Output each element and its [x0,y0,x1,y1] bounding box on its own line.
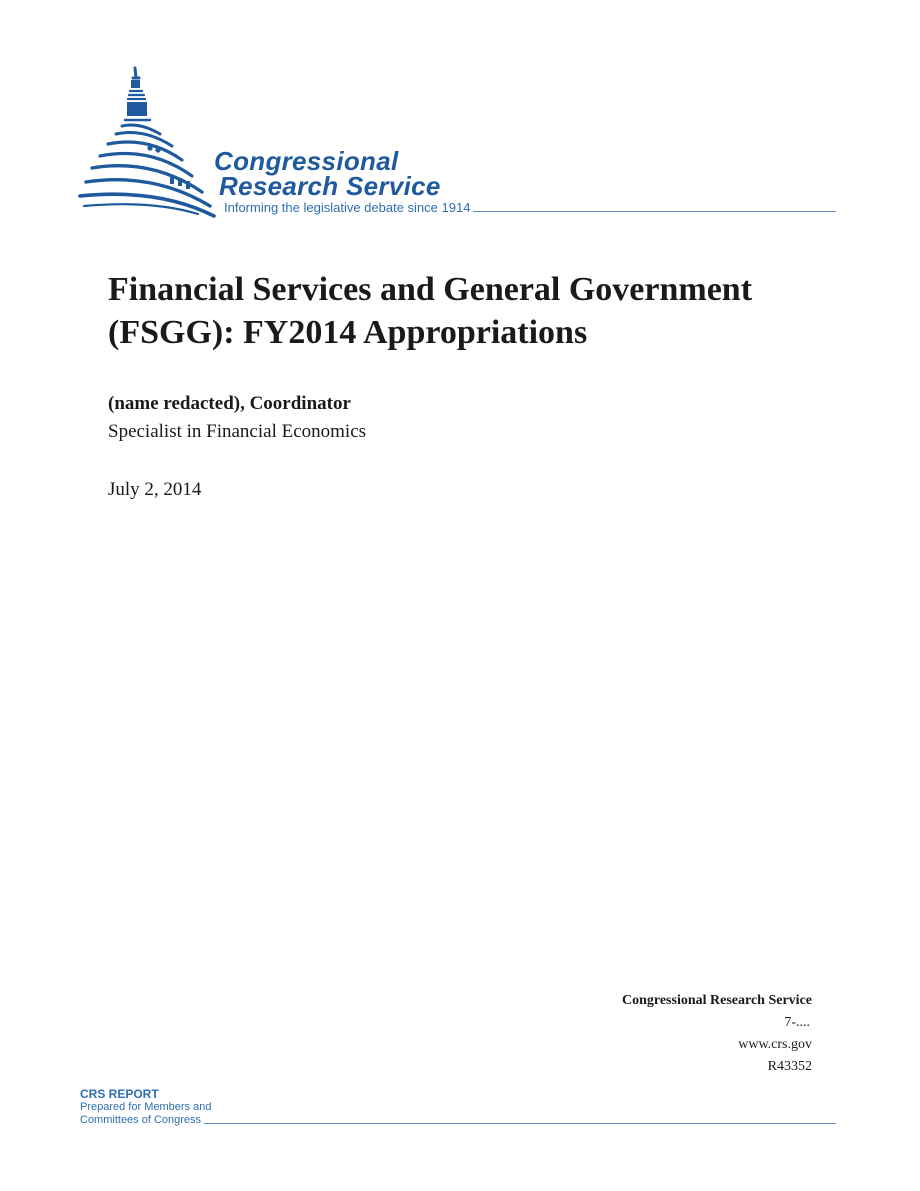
report-title: Financial Services and General Government (FSGG): FY2014 Appropriations [108,271,753,351]
author-title: Specialist in Financial Economics [108,421,367,442]
footer [80,1088,836,1127]
footer-label: CRS REPORT [80,1087,159,1101]
tagline: Informing the legislative debate since 1914 [224,200,471,215]
org-name-line2: Research Service [219,171,441,201]
publisher-code: 7-.... [784,1015,810,1030]
footer-rule [204,1123,836,1124]
org-name-line1: Congressional [214,146,399,176]
footer-line3: Committees of Congress [80,1114,202,1126]
report-date: July 2, 2014 [108,479,202,500]
publisher-block [622,990,812,1078]
report-number: R43352 [767,1059,812,1074]
author-name: (name redacted), Coordinator [108,393,351,414]
crs-logo [78,64,838,224]
publisher-website[interactable]: www.crs.gov [738,1037,812,1052]
footer-line2: Prepared for Members and [80,1101,212,1113]
footer-last-row [80,1114,836,1127]
tagline-rule [473,211,836,212]
publisher-org: Congressional Research Service [621,993,812,1008]
tagline-row [224,201,836,214]
capitol-dome-icon [78,64,218,220]
